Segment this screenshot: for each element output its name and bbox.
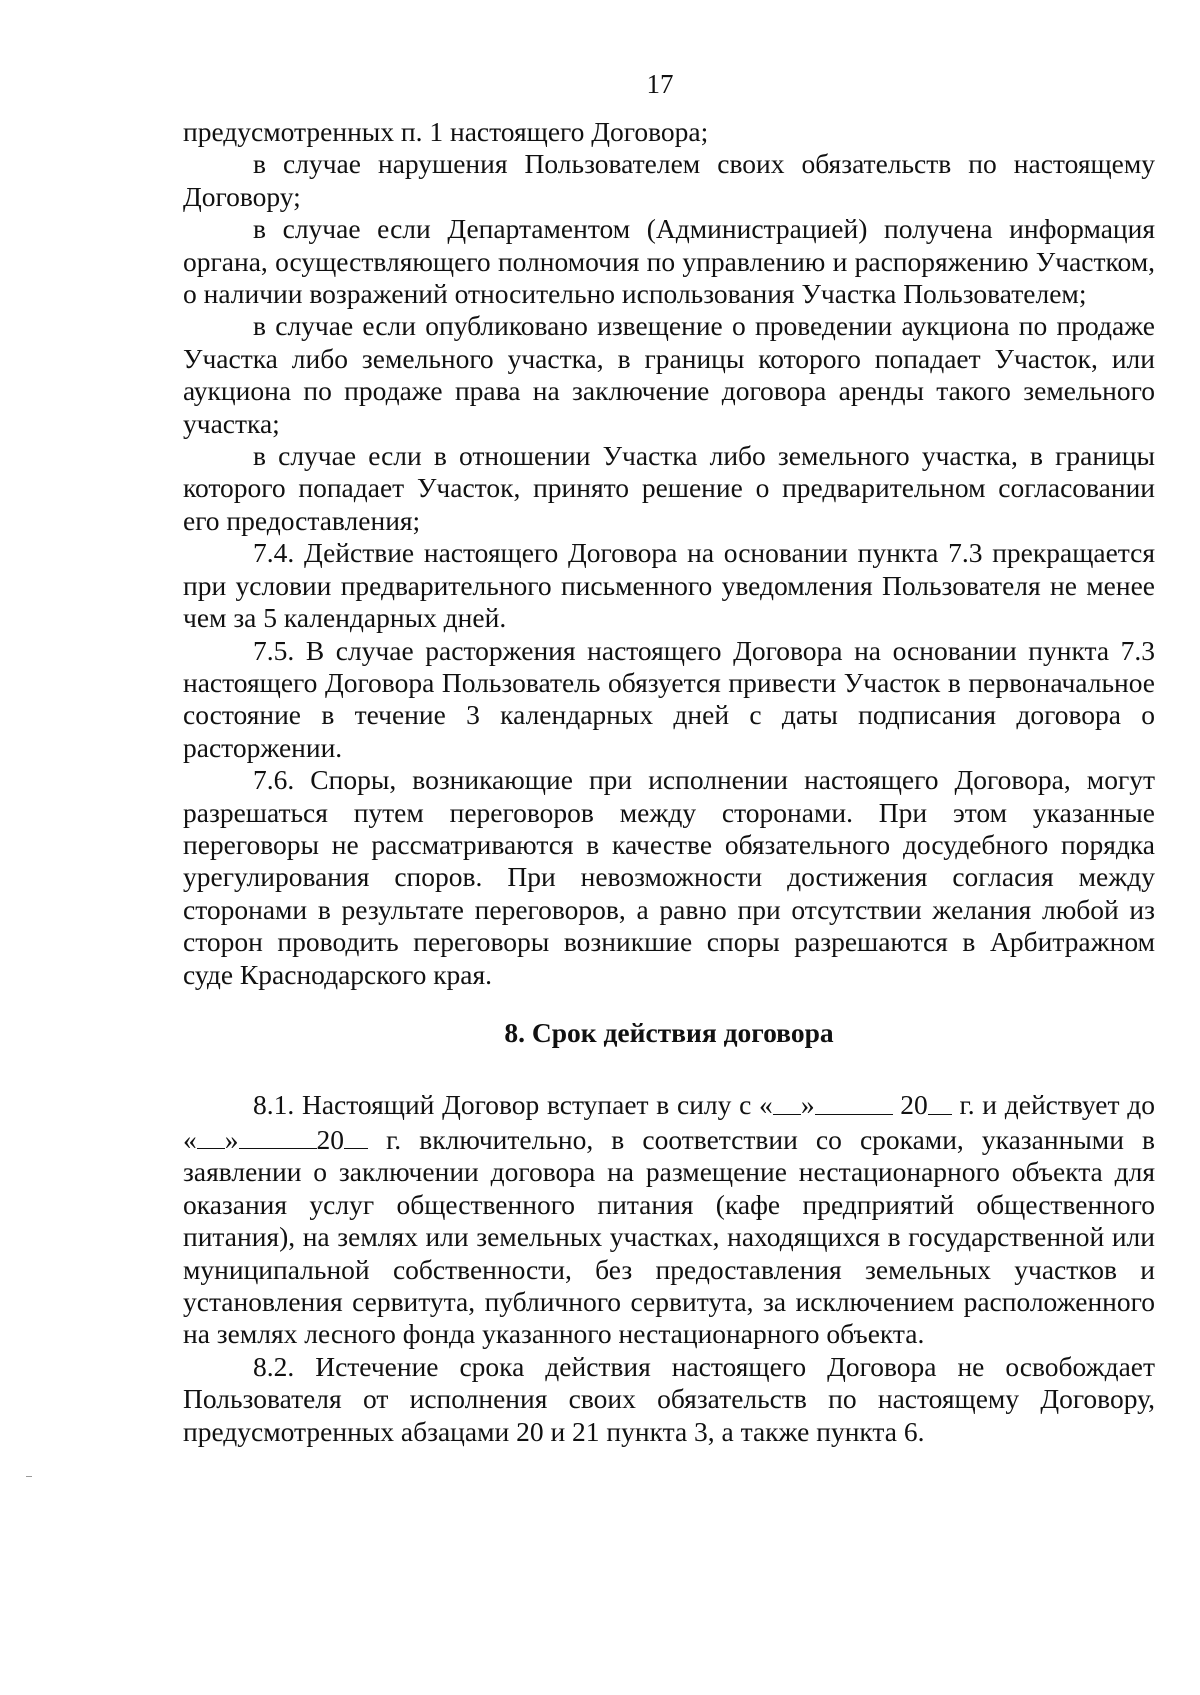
clause-8-1 xyxy=(183,1087,1155,1351)
page-number: 17 xyxy=(646,69,674,99)
clause-8-1-quote-close: » xyxy=(800,1089,815,1121)
clause-7-6: 7.6. Споры, возникающие при исполнении настоящего Договора, могут разрешаться путем переговоров между сторонами. При этом указанные переговоры не рассматриваются в качестве обязательного досудебного порядка урегулирования споров. При невозможности достижения согласия между сторонами в результате переговоров, а равно при отсутствии желания любой из сторон проводить переговоры возникшие споры разрешаются в Арбитражном суде Краснодарского края. xyxy=(183,764,1155,990)
clause-8-1-year-prefix: 20 xyxy=(892,1089,928,1121)
date-blank-day-end xyxy=(197,1122,225,1149)
clause-8-1-rest: г. включительно, в соответствии со сроками, указанными в заявлении о заключении договора на размещение нестационарного объекта для оказания услуг общественного питания (кафе предприятий общественного питания), на землях или земельных участках, находящихся в государственной или муниципальной собственности, без предоставления земельных участков и установления сервитута, публичного сервитута, за исключением расположенного на землях лесного фонда указанного нестационарного объекта. xyxy=(183,1124,1155,1350)
paragraph-continuation: предусмотренных п. 1 настоящего Договора; xyxy=(183,116,709,147)
clause-8-2: 8.2. Истечение срока действия настоящего Договора не освобождает Пользователя от исполнения своих обязательств по настоящему Договору, предусмотренных абзацами 20 и 21 пункта 3, а также пункта 6. xyxy=(183,1350,1155,1447)
section-heading: 8. Срок действия договора xyxy=(504,1016,834,1048)
date-blank-day-start xyxy=(773,1087,801,1114)
clause-8-1-until: г. и действует до « xyxy=(183,1089,1156,1156)
date-blank-month-end xyxy=(239,1122,317,1149)
paragraph-auction: в случае если опубликовано извещение о проведении аукциона по продаже Участка либо земельного участка, в границы которого попадает Участок, или аукциона по продаже права на заключение договора аренды такого земельного участка; xyxy=(183,310,1155,439)
clause-8-1-quote-close-2: » xyxy=(224,1124,239,1156)
scan-margin-mark xyxy=(26,1476,32,1477)
date-blank-month-start xyxy=(815,1087,893,1114)
date-blank-year-end xyxy=(344,1122,368,1149)
paragraph-violation: в случае нарушения Пользователем своих обязательств по настоящему Договору; xyxy=(183,148,1155,212)
paragraph-preliminary-approval: в случае если в отношении Участка либо земельного участка, в границы которого попадает Участок, принято решение о предварительном согласовании его предоставления; xyxy=(183,440,1155,536)
paragraph-objections: в случае если Департаментом (Администрацией) получена информация органа, осуществляющего полномочия по управлению и распоряжению Участком, о наличии возражений относительно использования Участка Пользователем; xyxy=(183,213,1155,310)
clause-8-1-year-prefix-2: 20 xyxy=(316,1124,344,1156)
clause-8-1-lead: 8.1. Настоящий Договор вступает в силу с « xyxy=(253,1089,773,1121)
clause-7-4: 7.4. Действие настоящего Договора на основании пункта 7.3 прекращается при условии предварительного письменного уведомления Пользователя не менее чем за 5 календарных дней. xyxy=(183,537,1155,634)
document-body xyxy=(183,116,1155,1448)
date-blank-year-start xyxy=(928,1087,952,1114)
clause-7-5: 7.5. В случае расторжения настоящего Договора на основании пункта 7.3 настоящего Договора Пользователь обязуется привести Участок в первоначальное состояние в течение 3 календарных дней с даты подписания договора о расторжении. xyxy=(183,634,1155,763)
